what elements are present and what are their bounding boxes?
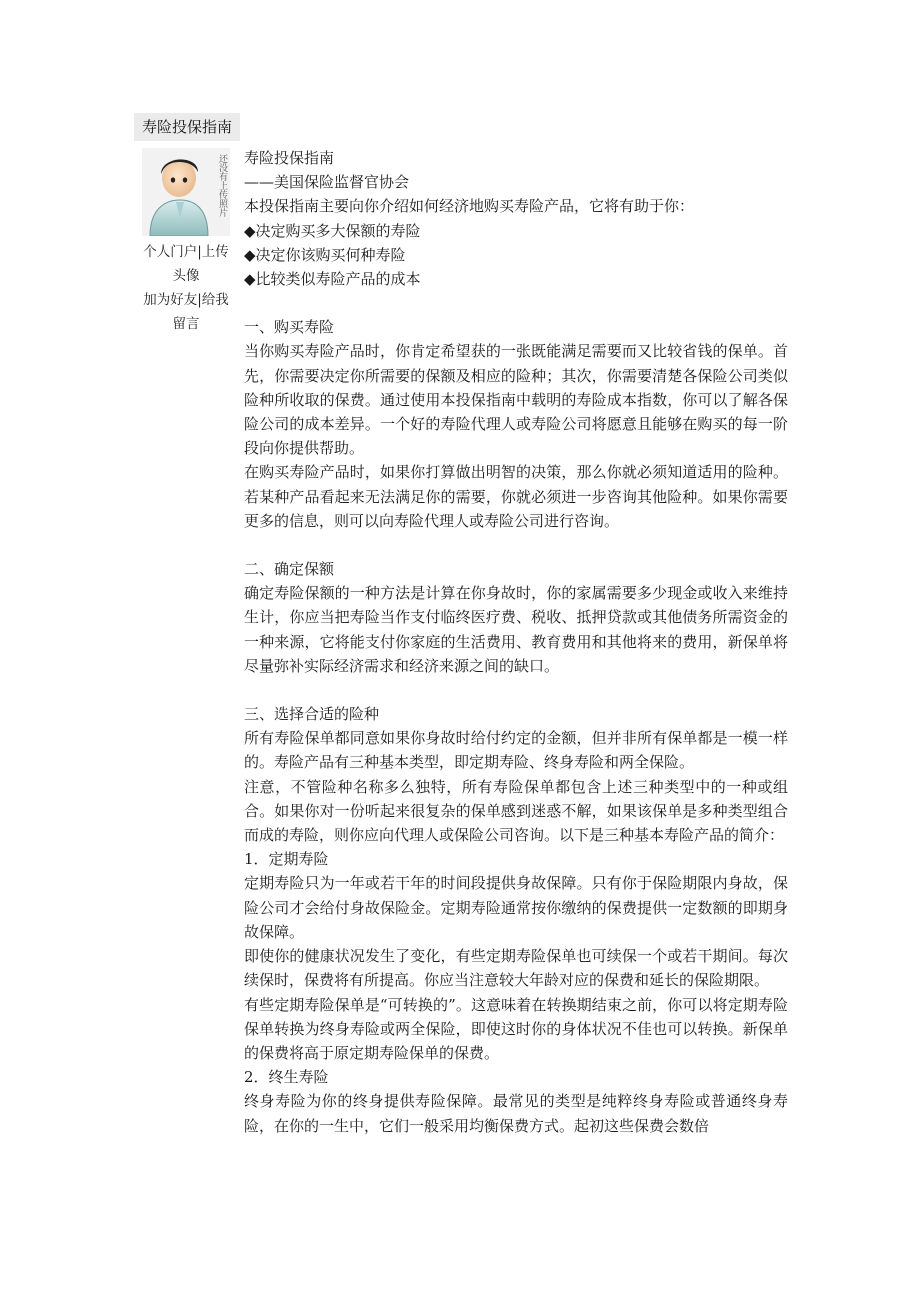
links-row-2 bbox=[140, 288, 232, 336]
paragraph: 所有寿险保单都同意如果你身故时给付约定的金额，但并非所有保单都是一模一样的。寿险产品有三种基本类型，即定期寿险、终身寿险和两全保险。 bbox=[244, 729, 788, 772]
avatar bbox=[142, 148, 230, 236]
user-sidebar bbox=[140, 148, 232, 336]
bullet-item: ◆决定购买多大保额的寿险 bbox=[244, 221, 421, 240]
profile-link[interactable]: 个人门户 bbox=[143, 244, 198, 260]
bullet-item: ◆决定你该购买何种寿险 bbox=[244, 245, 406, 264]
paragraph: 确定寿险保额的一种方法是计算在你身故时，你的家属需要多少现金或收入来维持生计，你应当把寿险当作支付临终医疗费、税收、抵押贷款或其他债务所需资金的一种来源，它将能支付你家庭的生活费用、教育费用和其他将来的费用，新保单将尽量弥补实际经济需求和经济来源之间的缺口。 bbox=[244, 584, 788, 675]
add-friend-link[interactable]: 加为好友 bbox=[143, 292, 198, 308]
paragraph: 有些定期寿险保单是“可转换的”。这意味着在转换期结束之前，你可以将定期寿险保单转换为终身寿险或两全保险，即使这时你的身体状况不佳也可以转换。新保单的保费将高于原定期寿险保单的保费。 bbox=[244, 995, 788, 1062]
paragraph: 注意，不管险种名称多么独特，所有寿险保单都包含上述三种类型中的一种或组合。如果你对一份听起来很复杂的保单感到迷惑不解，如果该保单是多种类型组合而成的寿险，则你应向代理人或保险公司咨询。以下是三种基本寿险产品的简介： bbox=[244, 777, 788, 845]
section-heading: 二、确定保额 bbox=[244, 560, 335, 579]
section-heading: 三、选择合适的险种 bbox=[244, 705, 380, 724]
upload-avatar-link[interactable]: 上传头像 bbox=[172, 244, 229, 284]
paragraph: 在购买寿险产品时，如果你打算做出明智的决策，那么你就必须知道适用的险种。若某种产品看起来无法满足你的需要，你就必须进一步咨询其他险种。如果你需要更多的信息，则可以向寿险代理人或寿险公司进行咨询。 bbox=[244, 463, 788, 530]
paragraph: 终身寿险为你的终身提供寿险保障。最常见的类型是纯粹终身寿险或普通终身寿险，在你的一生中，它们一般采用均衡保费方式。起初这些保费会数倍 bbox=[244, 1092, 788, 1135]
subsection-heading: 1．定期寿险 bbox=[244, 850, 329, 869]
links-row-1 bbox=[140, 240, 232, 288]
page-tab: 寿险投保指南 bbox=[134, 113, 240, 141]
article-body bbox=[244, 146, 788, 1138]
user-links bbox=[140, 240, 232, 336]
article-intro: 本投保指南主要向你介绍如何经济地购买寿险产品，它将有助于你： bbox=[244, 197, 695, 216]
link-separator: | bbox=[197, 292, 202, 308]
link-separator: | bbox=[197, 244, 202, 260]
subsection-heading: 2．终生寿险 bbox=[244, 1068, 329, 1087]
article-author: ——美国保险监督官协会 bbox=[244, 173, 410, 192]
paragraph: 定期寿险只为一年或若干年的时间段提供身故保障。只有你于保险期限内身故，保险公司才会给付身故保险金。定期寿险通常按你缴纳的保费提供一定数额的即期身故保障。 bbox=[244, 874, 788, 941]
section-heading: 一、购买寿险 bbox=[244, 318, 335, 337]
paragraph: 当你购买寿险产品时，你肯定希望获的一张既能满足需要而又比较省钱的保单。首先，你需要决定你所需要的保额及相应的险种；其次，你需要清楚各保险公司类似险种所收取的保费。通过使用本投保指南中载明的寿险成本指数，你可以了解各保险公司的成本差异。一个好的寿险代理人或寿险公司将愿意且能够在购买的每一阶段向你提供帮助。 bbox=[244, 342, 788, 458]
avatar-placeholder-note: 还没有上传照片 bbox=[217, 154, 227, 217]
leave-message-link[interactable]: 给我留言 bbox=[172, 292, 229, 332]
bullet-item: ◆比较类似寿险产品的成本 bbox=[244, 270, 421, 289]
article-title: 寿险投保指南 bbox=[244, 149, 335, 167]
paragraph: 即使你的健康状况发生了变化，有些定期寿险保单也可续保一个或若干期间。每次续保时，保费将有所提高。你应当注意较大年龄对应的保费和延长的保险期限。 bbox=[244, 947, 788, 990]
